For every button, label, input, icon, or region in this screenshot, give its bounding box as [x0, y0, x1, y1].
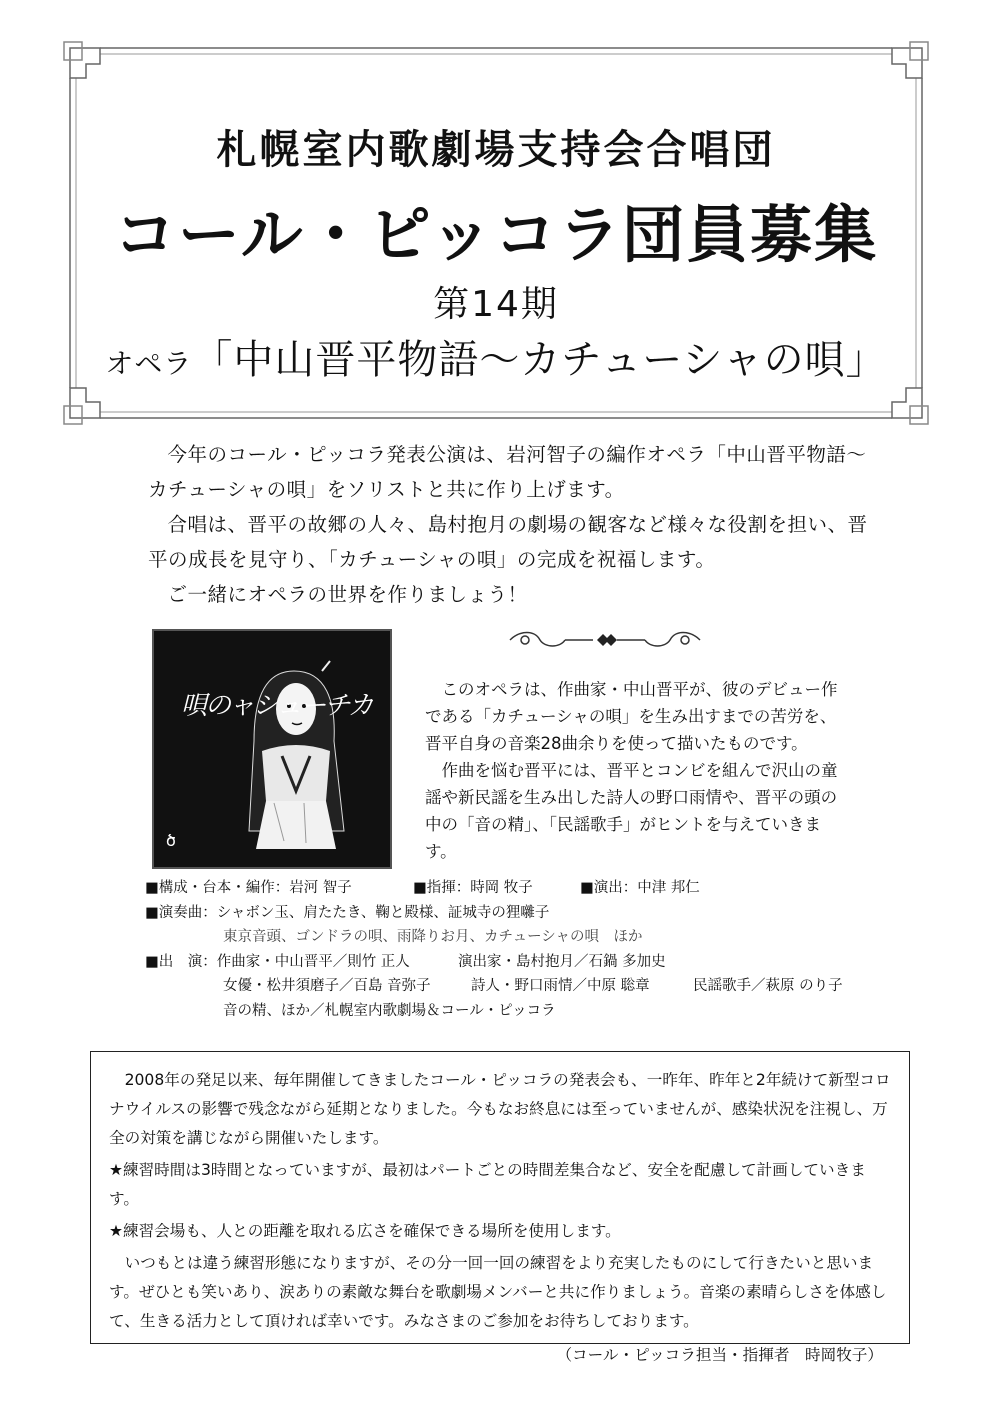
credit-cast: 演出家・島村抱月／石鍋 多加史 [458, 953, 666, 970]
opera-cover-illustration [152, 629, 392, 869]
notice-signature: （コール・ピッコラ担当・指揮者 時岡牧子） [556, 1346, 883, 1364]
credit-director: ■演出：中津 邦仁 [580, 880, 700, 896]
credit-conductor: ■指揮：時岡 牧子 [413, 880, 533, 896]
credit-songs: ■演奏曲：シャボン玉、肩たたき、鞠と殿様、証城寺の狸囃子 [145, 904, 550, 921]
credit-cast: 詩人・野口雨情／中原 聡章 [471, 978, 650, 994]
woman-illustration [154, 631, 390, 867]
term-label: 第14期 [433, 284, 559, 325]
page-title: コール・ピッコラ団員募集 [113, 198, 879, 271]
notice-paragraph: いつもとは違う練習形態になりますが、その分一回一回の練習をより充実したものにして行きたいと思います。ぜひとも笑いあり、涙ありの素敵な舞台を歌劇場メンバーと共に作りましょう。音楽の素晴らしさを体感して、生きる活力として頂ければ幸いです。みなさまのご参加をお待ちしております。 [109, 1254, 887, 1330]
spiral-logo-icon: ծ [166, 831, 176, 850]
credit-cast: 女優・松井須磨子／百島 音弥子 [223, 978, 431, 994]
notice-point: ★練習会場も、人との距離を取れる広さを確保できる場所を使用します。 [109, 1222, 621, 1240]
opera-name: 「中山晋平物語～カチューシャの唄」 [192, 337, 887, 383]
description-paragraph: このオペラは、作曲家・中山晋平が、彼のデビュー作である「カチューシャの唄」を生み出すまでの苦労を、晋平自身の音楽28曲余りを使って描いたものです。 [425, 680, 838, 753]
cover-title: 唄のャシューチカ [181, 691, 372, 721]
notice-box [90, 1051, 910, 1364]
credit-cast: ■出 演：作曲家・中山晋平／則竹 正人 [145, 953, 410, 970]
description-paragraph: 作曲を悩む晋平には、晋平とコンビを組んで沢山の童謡や新民謡を生み出した詩人の野口雨情や、晋平の頭の中の「音の精」、「民謡歌手」がヒントを与えていきます。 [425, 761, 838, 861]
credit-songs-continued: 東京音頭、ゴンドラの唄、雨降りお月、カチューシャの唄 ほか [223, 929, 643, 945]
credit-cast: 民謡歌手／萩原 のり子 [693, 978, 843, 994]
opera-prefix: オペラ [105, 347, 193, 380]
intro-paragraph: 今年のコール・ピッコラ発表公演は、岩河智子の編作オペラ「中山晋平物語～カチューシャの唄」をソリストと共に作り上げます。 [148, 443, 867, 501]
opera-title [62, 328, 930, 385]
intro-paragraph: ご一緒にオペラの世界を作りましょう！ [167, 583, 528, 606]
notice-paragraph: 2008年の発足以来、毎年開催してきましたコール・ピッコラの発表会も、一昨年、昨年と2年続けて新型コロナウイルスの影響で残念ながら延期となりました。今もなお終息には至っていませんが、感染状況を注視し、万全の対策を講じながら開催いたします。 [109, 1071, 891, 1147]
intro-paragraph: 合唱は、晋平の故郷の人々、島村抱月の劇場の観客など様々な役割を担い、晋平の成長を見守り、「カチューシャの唄」の完成を祝福します。 [148, 513, 868, 571]
credits-section [145, 876, 875, 1023]
opera-description [425, 676, 845, 865]
choir-subtitle: 札幌室内歌劇場支持会合唱団 [216, 127, 776, 173]
intro-text [148, 437, 868, 612]
ornament-divider [505, 628, 705, 652]
notice-point: ★練習時間は3時間となっていますが、最初はパートごとの時間差集合など、安全を配慮して計画していきます。 [109, 1161, 866, 1208]
credit-composition: ■構成・台本・編作：岩河 智子 [145, 880, 352, 896]
credit-cast: 音の精、ほか／札幌室内歌劇場＆コール・ピッコラ [223, 1002, 556, 1019]
